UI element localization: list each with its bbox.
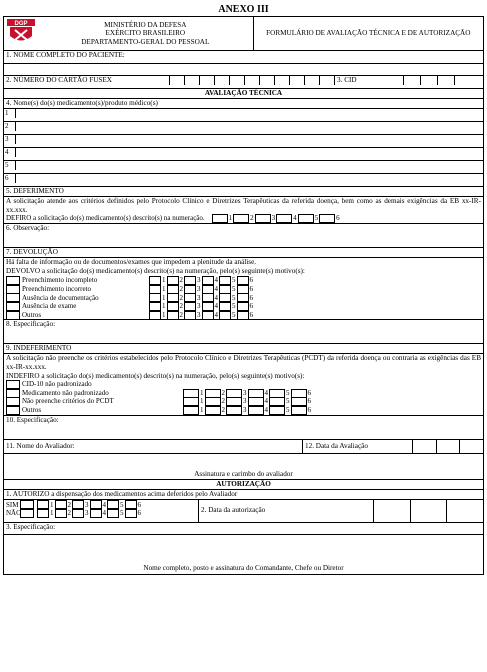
return-reason-label: Preenchimento incorreto (22, 284, 92, 293)
medication-number: 6 (4, 174, 16, 183)
approve-box-label: 3 (271, 214, 276, 223)
num-label: 2 (179, 310, 183, 319)
denial-reason-label: Não preenche critérios do PCDT (22, 397, 114, 406)
medication-row[interactable] (4, 109, 484, 122)
num-label: 2 (179, 276, 183, 285)
num-box[interactable] (291, 406, 307, 415)
return-reason-row (6, 294, 481, 303)
num-label: 3 (243, 388, 247, 397)
num-label: 5 (232, 302, 236, 311)
cid-label: 3. CID (335, 76, 404, 85)
org-line-2: EXÉRCITO BRASILEIRO (105, 29, 186, 38)
approve-box-6[interactable] (319, 214, 335, 223)
cid-char-box[interactable] (404, 76, 421, 85)
medication-row[interactable] (4, 161, 484, 174)
num-label: 5 (286, 388, 290, 397)
section-technical-evaluation: AVALIAÇÃO TÉCNICA (4, 89, 484, 99)
num-label: 1 (162, 302, 166, 311)
return-reason-checkbox[interactable] (6, 311, 20, 320)
num-label: 4 (214, 302, 218, 311)
num-label: 6 (137, 509, 141, 518)
denial-reason-row (6, 406, 481, 415)
num-label: 5 (232, 310, 236, 319)
num-label: 1 (162, 276, 166, 285)
num-box[interactable] (237, 311, 249, 320)
denial-reason-label: Outros (22, 405, 42, 414)
num-label: 5 (286, 397, 290, 406)
medication-number: 5 (4, 161, 16, 170)
evaluation-month-box[interactable] (436, 440, 460, 453)
num-label: 6 (249, 293, 253, 302)
approve-box-5[interactable] (298, 214, 314, 223)
num-label: 3 (197, 284, 201, 293)
org-header (4, 17, 254, 51)
medication-number: 2 (4, 122, 16, 131)
medication-row[interactable] (4, 148, 484, 161)
num-box[interactable] (183, 406, 199, 415)
num-label: 4 (264, 388, 268, 397)
fusex-digit-box[interactable] (275, 76, 290, 85)
return-reason-row (6, 302, 481, 311)
denial-header: 9. INDEFERIMENTO (4, 344, 484, 354)
observation-field[interactable] (4, 224, 484, 248)
num-box[interactable] (248, 406, 264, 415)
fusex-digit-box[interactable] (215, 76, 230, 85)
authorization-month-box[interactable] (410, 500, 447, 522)
cid-char-box[interactable] (421, 76, 438, 85)
approval-defiro-text: DEFIRO a solicitação do(s) medicamento(s) descrito(s) na numeração. (6, 214, 205, 223)
approval-text: A solicitação atende aos critérios definidos pelo Protocolo Clínico e Diretrizes Terapêuticas da referida doença, bem como as demais exigências da EB xx-IR-xx.xxx. (6, 197, 481, 214)
num-label: 3 (85, 509, 89, 518)
num-label: 1 (50, 500, 54, 509)
return-reason-label: Ausência de exame (22, 302, 77, 311)
observation-label: 6. Observação: (6, 224, 50, 233)
approve-box-label: 6 (336, 214, 340, 223)
evaluation-day-box[interactable] (413, 440, 437, 453)
num-label: 2 (67, 509, 71, 518)
authorization-day-box[interactable] (374, 500, 411, 522)
org-line-1: MINISTÉRIO DA DEFESA (104, 20, 187, 29)
num-label: 6 (249, 310, 253, 319)
denial-reason-label: Medicamento não padronizado (22, 388, 109, 397)
approval-selection (6, 214, 481, 223)
fusex-digit-box[interactable] (245, 76, 260, 85)
num-label: 2 (67, 500, 71, 509)
fusex-digit-box[interactable] (200, 76, 215, 85)
return-reason-row (6, 276, 481, 285)
num-box[interactable] (205, 406, 221, 415)
authorize-yes-label: SIM (6, 500, 19, 509)
num-box[interactable] (149, 311, 161, 320)
authorize-yes-row (6, 501, 196, 510)
num-label: 1 (200, 388, 204, 397)
num-label: 4 (214, 276, 218, 285)
num-label: 3 (197, 293, 201, 302)
commander-signature-label: Nome completo, posto e assinatura do Comandante, Chefe ou Diretor (143, 563, 344, 572)
num-box[interactable] (269, 406, 285, 415)
authorization-year-box[interactable] (447, 500, 484, 522)
num-box[interactable] (90, 509, 102, 518)
num-label: 4 (214, 310, 218, 319)
num-label: 2 (179, 293, 183, 302)
medications-header: 4. Nome(s) do(s) medicamento(s)/produto médico(s) (4, 99, 484, 109)
denial-text: A solicitação não preenche os critérios estabelecidos pelo Protocolo Clínico e Diretrizes Terapêuticas (PCDT) da referida doença ou contraria as exigências das EB xx-IR-xx.xxx. (6, 354, 481, 371)
num-box[interactable] (184, 311, 196, 320)
patient-name-field[interactable] (4, 51, 484, 64)
return-specification-field[interactable] (4, 320, 484, 344)
fusex-digit-box[interactable] (305, 76, 320, 85)
num-label: 1 (162, 284, 166, 293)
num-label: 6 (307, 388, 311, 397)
num-label: 5 (120, 500, 124, 509)
num-box[interactable] (167, 311, 179, 320)
num-label: 4 (264, 405, 268, 414)
num-box[interactable] (107, 509, 119, 518)
fusex-digit-box[interactable] (260, 76, 275, 85)
num-label: 3 (85, 500, 89, 509)
num-label: 4 (264, 397, 268, 406)
medication-row[interactable] (4, 122, 484, 135)
num-box[interactable] (37, 509, 49, 518)
medication-row[interactable] (4, 174, 484, 187)
num-label: 1 (200, 397, 204, 406)
dgp-logo-icon (6, 18, 36, 45)
authorization-date-label: 2. Data da autorização (199, 500, 374, 522)
denial-reason-row (6, 380, 481, 389)
return-header: 7. DEVOLUÇÃO (4, 248, 484, 258)
blank-row (4, 64, 484, 76)
authorization-specification-field[interactable] (4, 522, 484, 534)
form-title: FORMULÁRIO DE AVALIAÇÃO TÉCNICA E DE AUTORIZAÇÃO (253, 17, 483, 51)
num-box[interactable] (55, 509, 67, 518)
num-label: 5 (232, 284, 236, 293)
approve-box-1[interactable] (212, 214, 228, 223)
num-label: 2 (221, 397, 225, 406)
approve-box-label: 2 (250, 214, 254, 223)
return-devolvo-text: DEVOLVO a solicitação do(s) medicamento(s) descrito(s) na numeração, pelo(s) seguinte(s) motivo(s): (6, 266, 305, 275)
num-label: 1 (50, 509, 54, 518)
document-title: ANEXO III (218, 4, 269, 15)
approval-section (4, 197, 484, 224)
num-label: 2 (221, 388, 225, 397)
approval-header: 5. DEFERIMENTO (4, 187, 484, 197)
evaluator-name-label: 11. Nome do Avaliador: (6, 441, 75, 450)
evaluator-name-field[interactable] (4, 440, 303, 453)
logo-text: DGP (14, 21, 28, 27)
num-label: 2 (221, 405, 225, 414)
commander-signature-area[interactable] (4, 534, 484, 574)
denial-specification-field[interactable] (4, 415, 484, 439)
evaluation-year-box[interactable] (460, 440, 484, 453)
num-box[interactable] (72, 509, 84, 518)
denial-reason-row (6, 389, 481, 398)
denial-specification-label: 10. Especificação: (6, 415, 59, 424)
medication-row[interactable] (4, 135, 484, 148)
medication-number: 3 (4, 135, 16, 144)
num-label: 4 (214, 293, 218, 302)
medication-number: 1 (4, 109, 16, 118)
cid-char-box[interactable] (455, 76, 484, 85)
num-label: 3 (197, 310, 201, 319)
num-label: 6 (307, 405, 311, 414)
approve-box-label: 4 (293, 214, 297, 223)
section-authorization: AUTORIZAÇÃO (4, 479, 484, 489)
approve-box-2[interactable] (233, 214, 249, 223)
return-reason-label: Preenchimento incompleto (22, 276, 98, 285)
authorize-choices (4, 500, 199, 522)
authorize-statement: 1. AUTORIZO a dispensação dos medicamentos acima deferidos pelo Avaliador (4, 489, 484, 499)
num-label: 5 (286, 405, 290, 414)
fusex-digit-box[interactable] (170, 76, 185, 85)
evaluation-form (3, 16, 484, 575)
num-box[interactable] (226, 406, 242, 415)
denial-reason-row (6, 397, 481, 406)
num-label: 6 (137, 500, 141, 509)
evaluator-signature-label: Assinatura e carimbo do avaliador (194, 469, 293, 478)
num-label: 3 (197, 276, 201, 285)
num-label: 1 (200, 405, 204, 414)
num-label: 1 (162, 293, 166, 302)
num-label: 4 (102, 509, 106, 518)
num-label: 4 (214, 284, 218, 293)
return-reason-row (6, 285, 481, 294)
num-label: 5 (120, 509, 124, 518)
num-label: 6 (249, 284, 253, 293)
fusex-card-label: 2. NÚMERO DO CARTÃO FUSEX (4, 76, 170, 85)
approve-box-label: 1 (228, 214, 233, 223)
num-label: 6 (249, 302, 253, 311)
num-label: 6 (249, 276, 253, 285)
num-label: 2 (179, 302, 183, 311)
authorize-no-row (6, 509, 196, 518)
num-label: 3 (243, 397, 247, 406)
evaluation-date-label: 12. Data da Avaliação (303, 440, 413, 453)
num-label: 6 (307, 397, 311, 406)
return-section (4, 258, 484, 320)
return-text: Há falta de informação ou de documentos/exames que impedem a plenitude da análise. (6, 258, 257, 267)
num-label: 2 (179, 284, 183, 293)
num-label: 3 (243, 405, 247, 414)
approve-box-3[interactable] (255, 214, 271, 223)
num-label: 5 (232, 293, 236, 302)
fusex-digit-box[interactable] (230, 76, 245, 85)
return-reason-label: Ausência de documentação (22, 293, 99, 302)
fusex-digit-box[interactable] (290, 76, 305, 85)
fusex-digit-box[interactable] (185, 76, 200, 85)
num-box[interactable] (125, 509, 137, 518)
medication-number: 4 (4, 148, 16, 157)
denial-section (4, 354, 484, 415)
num-box[interactable] (202, 311, 214, 320)
num-box[interactable] (219, 311, 231, 320)
approve-box-4[interactable] (276, 214, 292, 223)
fusex-digit-box[interactable] (320, 76, 335, 85)
org-line-3: DEPARTAMENTO-GERAL DO PESSOAL (81, 37, 210, 46)
authorize-no-label: NÃO (6, 509, 22, 518)
denial-reason-checkbox[interactable] (6, 406, 20, 415)
num-label: 3 (197, 302, 201, 311)
approve-box-label: 5 (314, 214, 319, 223)
authorize-no-checkbox[interactable] (20, 509, 34, 518)
return-reason-row (6, 311, 481, 320)
return-reason-label: Outros (22, 310, 42, 319)
cid-char-box[interactable] (438, 76, 455, 85)
evaluator-signature-area[interactable] (4, 453, 484, 479)
authorization-specification-label: 3. Especificação: (6, 522, 56, 531)
denial-indefiro-text: INDEFIRO a solicitação do(s) medicamento(s) descrito(s) na numeração, pelo(s) seguinte(s) motivo(s): (6, 371, 305, 380)
patient-name-label: 1. NOME COMPLETO DO PACIENTE: (6, 51, 125, 59)
denial-reason-label: CID-10 não padronizado (22, 380, 92, 389)
return-specification-label: 8. Especificação: (6, 320, 56, 329)
num-label: 4 (102, 500, 106, 509)
num-label: 1 (162, 310, 166, 319)
num-label: 5 (232, 276, 236, 285)
